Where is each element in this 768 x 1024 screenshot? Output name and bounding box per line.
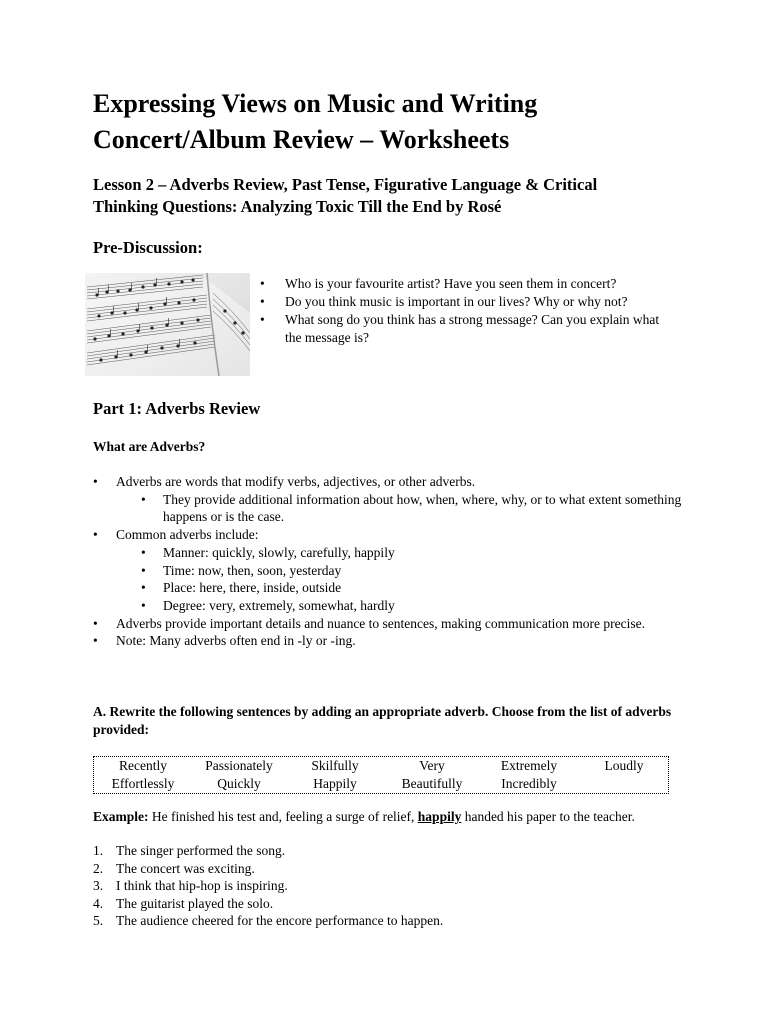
pre-discussion-questions: [260, 275, 660, 347]
list-item: [93, 860, 653, 878]
exercise-sentences: [93, 842, 653, 930]
sub-list-item: • They provide additional information about how, when, where, why, or to what extent something happens or is the case.: [116, 491, 683, 526]
sub-list-item: • Place: here, there, inside, outside: [116, 579, 683, 597]
list-item: [93, 895, 653, 913]
list-item: • Who is your favourite artist? Have you seen them in concert?: [260, 275, 660, 293]
list-item: [93, 912, 653, 930]
lesson-heading: [93, 174, 693, 218]
word-bank-item: Skilfully: [311, 758, 359, 773]
item-number: 5.: [93, 913, 104, 929]
title-line-2: Concert/Album Review – Worksheets: [93, 125, 510, 154]
point-text: Common adverbs include:: [116, 527, 259, 543]
list-item: • Do you think music is important in our lives? Why or why not?: [260, 293, 660, 311]
word-bank-item: Effortlessly: [111, 776, 175, 791]
lesson-line-2: Thinking Questions: Analyzing Toxic Till the End by Rosé: [93, 197, 502, 216]
sub-list-item: • Manner: quickly, slowly, carefully, happily: [116, 544, 683, 562]
example-text-before: He finished his test and, feeling a surge of relief,: [148, 809, 418, 824]
word-bank-item: Very: [419, 758, 445, 773]
example-sentence: [93, 808, 693, 826]
point-text: Adverbs are words that modify verbs, adjectives, or other adverbs.: [116, 474, 476, 489]
example-text-after: handed his paper to the teacher.: [461, 809, 635, 824]
adverbs-subheading: What are Adverbs?: [93, 439, 206, 454]
item-number: 1.: [93, 843, 104, 858]
page-title: [93, 86, 693, 158]
sentence-text: The singer performed the song.: [116, 843, 286, 858]
adverb-word-bank: [93, 756, 669, 794]
point-text: Note: Many adverbs often end in -ly or -ing.: [116, 633, 356, 649]
sub-list-item: • Time: now, then, soon, yesterday: [116, 562, 683, 580]
sheet-music-icon: [85, 273, 250, 376]
word-bank-item: Loudly: [604, 758, 644, 773]
word-bank-item: Recently: [119, 758, 167, 773]
word-bank-item: Beautifully: [401, 776, 463, 791]
sub-list-item: • Degree: very, extremely, somewhat, hardly: [116, 597, 683, 615]
word-bank-item: Incredibly: [501, 776, 557, 791]
example-label: Example:: [93, 809, 149, 824]
sentence-text: I think that hip-hop is inspiring.: [116, 878, 288, 894]
list-item: [93, 842, 653, 860]
exercise-a-instruction: A. Rewrite the following sentences by adding an appropriate adverb. Choose from the list of adverbs provided:: [93, 704, 672, 737]
list-item: • What song do you think has a strong message? Can you explain what the message is?: [260, 311, 660, 347]
word-bank-item: Extremely: [500, 758, 558, 773]
adverbs-points: [93, 473, 693, 650]
sentence-text: The audience cheered for the encore performance to happen.: [116, 913, 444, 929]
word-bank-item: Passionately: [205, 758, 273, 773]
sheet-music-image: [85, 273, 250, 376]
list-item: [93, 877, 653, 895]
word-bank-item: Quickly: [217, 776, 261, 791]
title-line-1: Expressing Views on Music and Writing: [93, 89, 538, 118]
part1-heading: Part 1: Adverbs Review: [93, 399, 261, 418]
word-bank-item: Happily: [313, 776, 357, 791]
list-item: [93, 526, 693, 615]
example-adverb: happily: [417, 809, 462, 824]
sentence-text: The guitarist played the solo.: [116, 895, 274, 911]
list-item: [93, 615, 693, 633]
list-item: [93, 473, 693, 526]
sentence-text: The concert was exciting.: [116, 860, 255, 876]
item-number: 2.: [93, 860, 104, 876]
item-number: 3.: [93, 878, 104, 894]
lesson-line-1: Lesson 2 – Adverbs Review, Past Tense, Figurative Language & Critical: [93, 175, 598, 194]
list-item: [93, 632, 693, 650]
item-number: 4.: [93, 895, 104, 911]
point-text: Adverbs provide important details and nuance to sentences, making communication more precise.: [116, 615, 645, 631]
pre-discussion-heading: Pre-Discussion:: [93, 238, 203, 257]
